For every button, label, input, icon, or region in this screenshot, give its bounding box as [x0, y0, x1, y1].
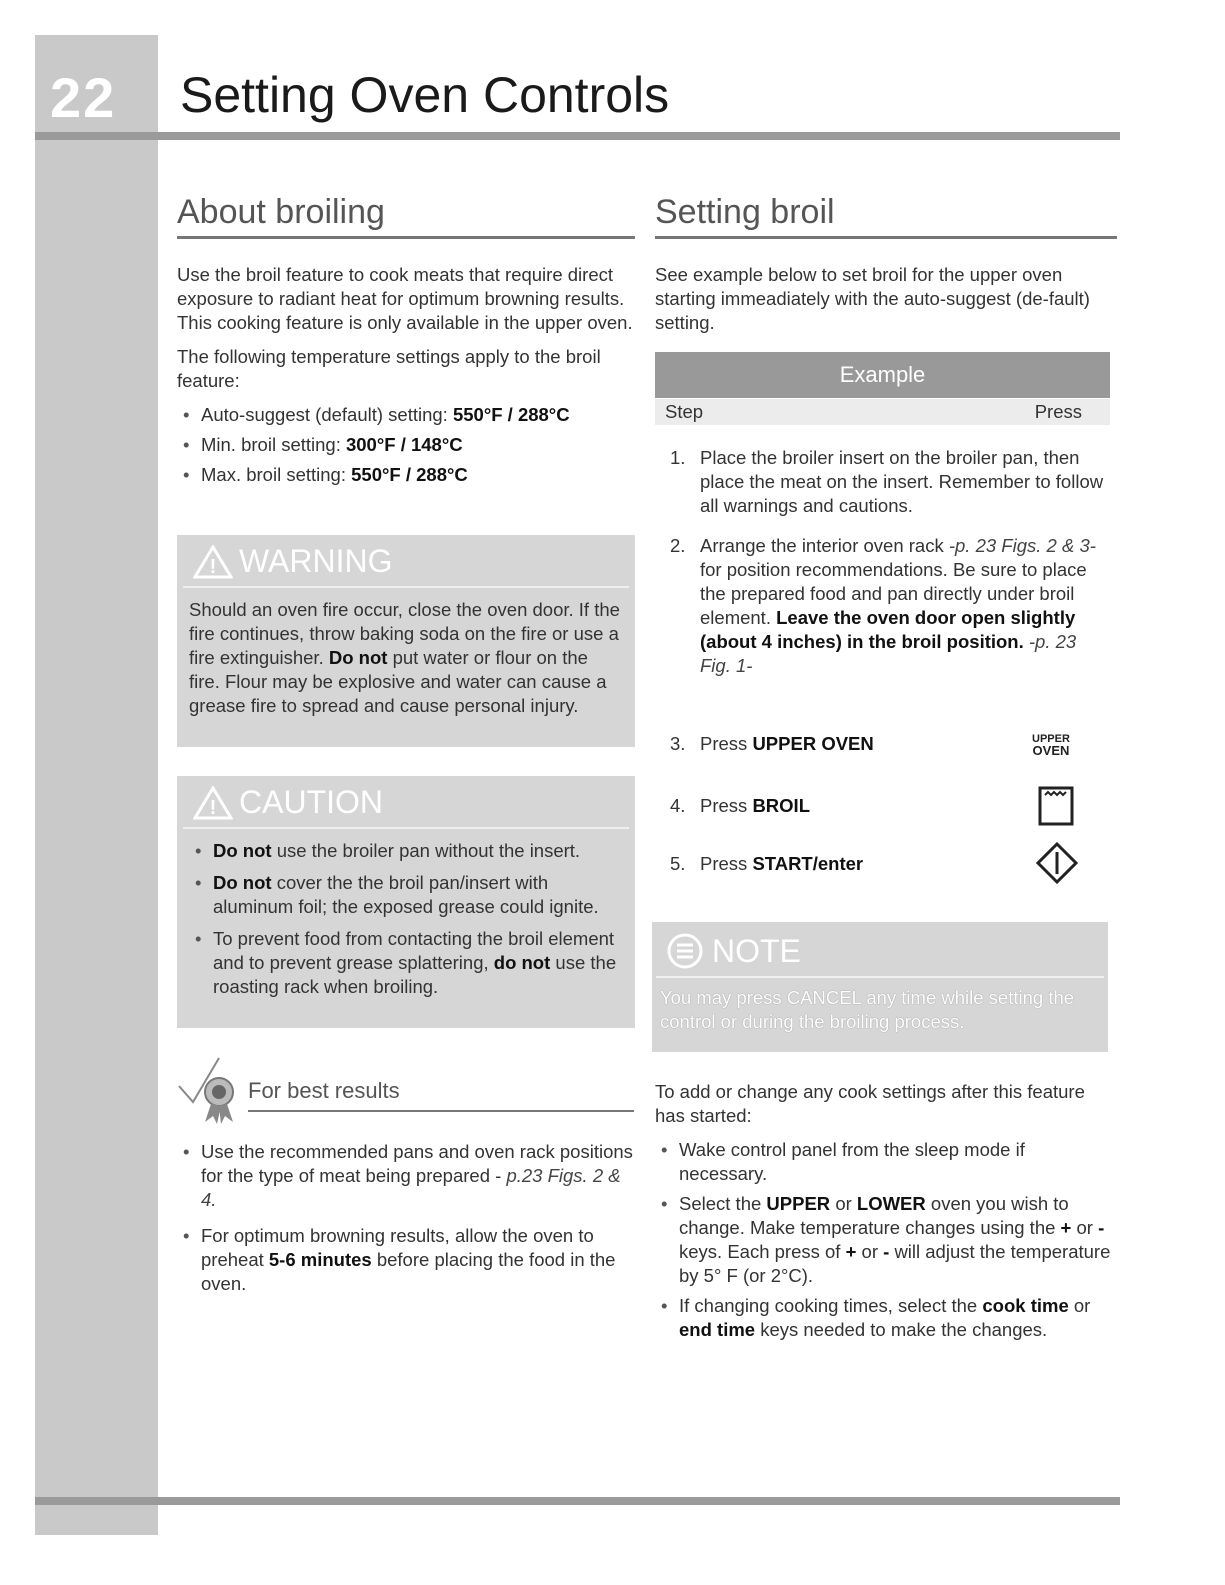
note-box	[652, 922, 1108, 1052]
list-item: • Select the UPPER or LOWER oven you wish to change. Make temperature changes using the + or - keys. Each press of + or - will adjust the temperature by 5° F (or 2°C).	[655, 1192, 1117, 1288]
setting-broil-section	[655, 193, 1117, 345]
example-header: Example	[655, 352, 1110, 398]
caution-text	[177, 829, 635, 1017]
warning-box	[177, 535, 635, 747]
upper-oven-key-icon[interactable]: UPPER OVEN	[1032, 733, 1070, 758]
step-4: 4. Press BROIL	[670, 795, 810, 816]
step-3: 3. Press UPPER OVEN	[670, 733, 874, 754]
page-sidebar	[35, 35, 158, 1535]
page-number: 22	[50, 66, 117, 129]
press-column-label: Press	[1034, 401, 1082, 422]
about-heading: About broiling	[177, 193, 635, 239]
warning-triangle-icon	[193, 545, 233, 579]
list-item: • Min. broil setting: 300°F / 148°C	[177, 433, 635, 457]
list-item: • If changing cooking times, select the cook time or end time keys needed to make the changes.	[655, 1294, 1117, 1342]
best-results-rule	[248, 1110, 634, 1112]
warning-text: Should an oven fire occur, close the oven door. If the fire continues, throw baking soda on the fire or use a fire extinguisher. Do not put water or flour on the fire. Flour may be explosive and water can cause a grease fire to spread and cause personal injury.	[189, 599, 620, 716]
list-item: • Auto-suggest (default) setting: 550°F / 288°C	[177, 403, 635, 427]
caution-title: ! CAUTION	[183, 776, 629, 829]
svg-text:!: !	[209, 796, 217, 819]
caution-triangle-icon	[193, 786, 233, 820]
list-item: • Do not use the broiler pan without the insert.	[189, 839, 623, 863]
steps-column-header	[655, 399, 1110, 425]
warning-title: ! WARNING	[183, 535, 629, 588]
about-broiling-section	[177, 193, 635, 493]
step-1: 1. Place the broiler insert on the broiler pan, then place the meat on the insert. Remember to follow all warnings and cautions.	[670, 447, 1104, 516]
list-item: • For optimum browning results, allow the oven to preheat 5-6 minutes before placing the food in the oven.	[177, 1224, 635, 1296]
step-2: 2. Arrange the interior oven rack -p. 23 Figs. 2 & 3- for position recommendations. Be sure to place the prepared food and pan directly under broil element. Leave the oven door open slightly (about 4 inches) in the broil position. -p. 23 Fig. 1-	[670, 535, 1096, 676]
broil-key-icon[interactable]	[1038, 786, 1074, 826]
broil-settings-list	[177, 403, 635, 487]
step-5: 5. Press START/enter	[670, 853, 864, 874]
about-para-2: The following temperature settings apply to the broil feature:	[177, 346, 601, 391]
top-rule	[35, 132, 1120, 140]
list-item: • Wake control panel from the sleep mode if necessary.	[655, 1138, 1117, 1186]
note-icon	[666, 932, 704, 970]
svg-text:!: !	[209, 555, 217, 578]
step-column-label: Step	[665, 401, 704, 422]
list-item: • Max. broil setting: 550°F / 288°C	[177, 463, 635, 487]
setting-heading: Setting broil	[655, 193, 1117, 239]
list-item: • Do not cover the the broil pan/insert with aluminum foil; the exposed grease could ignite.	[189, 871, 623, 919]
page-title: Setting Oven Controls	[180, 67, 670, 123]
list-item: • Use the recommended pans and oven rack positions for the type of meat being prepared - p.23 Figs. 2 & 4.	[177, 1140, 635, 1212]
note-text: You may press CANCEL any time while setting the control or during the broiling process.	[660, 987, 1075, 1032]
start-enter-key-icon[interactable]	[1036, 842, 1078, 884]
about-para-1: Use the broil feature to cook meats that require direct exposure to radiant heat for optimum browning results. This cooking feature is only available in the upper oven.	[177, 264, 633, 333]
best-results-title: For best results	[248, 1078, 400, 1103]
note-title: NOTE	[656, 922, 1104, 978]
best-results-list	[177, 1140, 635, 1302]
caution-box	[177, 776, 635, 1028]
setting-intro: See example below to set broil for the upper oven starting immeadiately with the auto-suggest (de-fault) setting.	[655, 264, 1090, 333]
change-settings-section	[655, 1080, 1117, 1348]
change-intro: To add or change any cook settings after this feature has started:	[655, 1081, 1085, 1126]
bottom-rule	[35, 1497, 1120, 1505]
list-item: • To prevent food from contacting the broil element and to prevent grease splattering, do not use the roasting rack when broiling.	[189, 927, 623, 999]
award-ribbon-icon	[175, 1052, 245, 1124]
